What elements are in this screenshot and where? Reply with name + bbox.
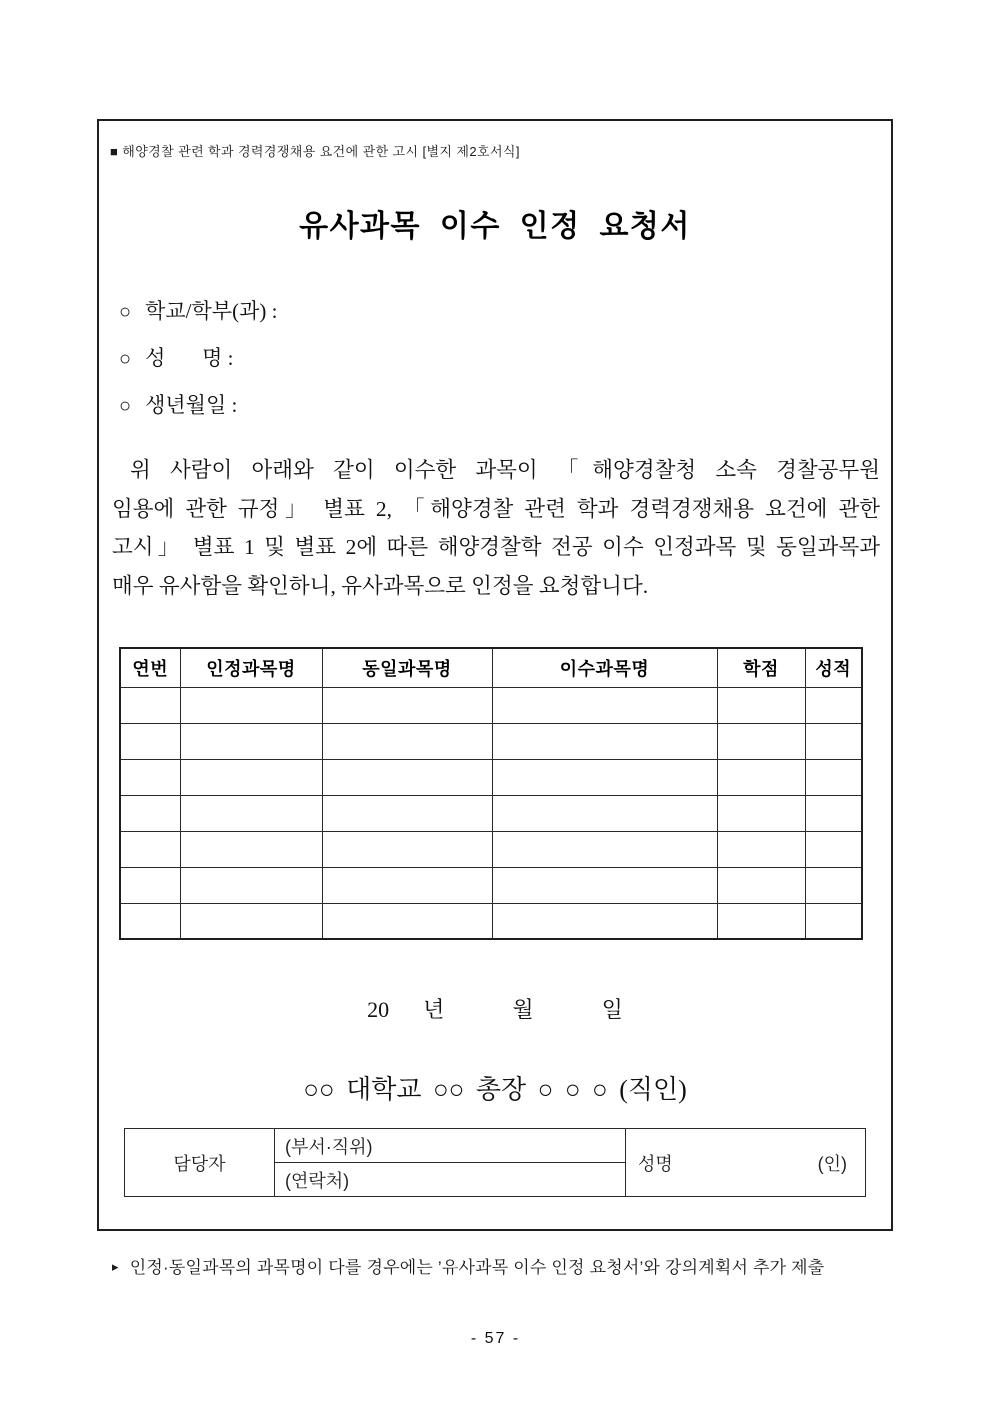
applicant-fields	[119, 297, 277, 438]
contact-name-label: 성명	[638, 1153, 673, 1174]
circle-bullet-icon: ○	[119, 348, 132, 370]
course-table-cell	[322, 867, 492, 903]
circle-bullet-icon: ○	[119, 301, 132, 323]
course-table-row	[120, 831, 862, 867]
course-table-cell	[120, 903, 180, 939]
course-table-cell	[322, 795, 492, 831]
course-table-cell	[322, 723, 492, 759]
form-border-box	[97, 119, 893, 1231]
course-table-cell	[180, 723, 322, 759]
course-table-cell	[492, 687, 717, 723]
course-table-header-cell: 이수과목명	[492, 648, 717, 687]
course-table-cell	[492, 903, 717, 939]
course-table-head-row	[120, 648, 862, 687]
course-table-cell	[120, 687, 180, 723]
course-table-cell	[492, 759, 717, 795]
field-school	[119, 297, 277, 326]
contact-table	[124, 1128, 866, 1197]
body-line: 고시」 별표 1 및 별표 2에 따른 해양경찰학 전공 이수 인정과목 및 동일과목과	[112, 535, 880, 560]
course-table-cell	[805, 759, 862, 795]
course-table-header-cell: 성적	[805, 648, 862, 687]
body-line: 위 사람이 아래와 같이 이수한 과목이 「해양경찰청 소속 경찰공무원	[130, 458, 880, 482]
course-table-row	[120, 759, 862, 795]
course-table-cell	[322, 687, 492, 723]
course-table-cell	[180, 867, 322, 903]
course-table-row	[120, 687, 862, 723]
date-year-label: 년	[423, 997, 445, 1022]
course-table-header-cell: 인정과목명	[180, 648, 322, 687]
footnote	[112, 1253, 824, 1278]
body-paragraph	[112, 451, 880, 605]
course-table-cell	[180, 687, 322, 723]
contact-role-cell: 담당자	[125, 1129, 275, 1197]
contact-name-cell	[626, 1129, 866, 1197]
signature-line: ○○ 대학교 ○○ 총장 ○ ○ ○ (직인)	[303, 1075, 687, 1104]
course-table-cell	[805, 687, 862, 723]
course-table-cell	[717, 831, 805, 867]
course-table-cell	[492, 831, 717, 867]
course-table	[119, 647, 863, 940]
course-table-body	[120, 687, 862, 939]
course-table-cell	[322, 831, 492, 867]
course-table-cell	[322, 903, 492, 939]
form-title: 유사과목 이수 인정 요청서	[299, 210, 691, 243]
course-table-cell	[717, 795, 805, 831]
field-birthdate	[119, 391, 277, 420]
course-table-cell	[805, 903, 862, 939]
course-table-cell	[180, 831, 322, 867]
course-table-cell	[120, 723, 180, 759]
page-number: - 57 -	[470, 1330, 521, 1347]
course-table-row	[120, 723, 862, 759]
course-table-cell	[120, 795, 180, 831]
body-line: 매우 유사함을 확인하니, 유사과목으로 인정을 요청합니다.	[112, 573, 649, 598]
footnote-text: 인정·동일과목의 과목명이 다를 경우에는 ’유사과목 이수 인정 요청서’와 강의계획서 추가 제출	[129, 1258, 825, 1277]
contact-seal-label: (인)	[817, 1153, 847, 1174]
course-table-cell	[805, 831, 862, 867]
date-line	[99, 993, 891, 1024]
course-table-cell	[805, 867, 862, 903]
field-school-label: 학교/학부(과) :	[145, 299, 278, 323]
course-table-cell	[180, 795, 322, 831]
date-year-prefix: 20	[367, 997, 390, 1022]
course-table-cell	[717, 759, 805, 795]
date-month-label: 월	[512, 997, 534, 1022]
contact-phone-cell: (연락처)	[275, 1163, 626, 1197]
field-name	[119, 344, 277, 373]
course-table-cell	[805, 723, 862, 759]
course-table-cell	[120, 831, 180, 867]
course-table-cell	[180, 903, 322, 939]
contact-dept-cell: (부서·직위)	[275, 1129, 626, 1163]
course-table-row	[120, 867, 862, 903]
field-birthdate-label: 생년월일 :	[145, 393, 238, 417]
course-table-cell	[492, 795, 717, 831]
course-table-row	[120, 795, 862, 831]
course-table-header-cell: 학점	[717, 648, 805, 687]
course-table-cell	[717, 903, 805, 939]
form-notice-header: ■ 해양경찰 관련 학과 경력경쟁채용 요건에 관한 고시 [별지 제2호서식]	[110, 144, 520, 159]
course-table-cell	[492, 723, 717, 759]
course-table-header-cell: 동일과목명	[322, 648, 492, 687]
course-table-cell	[717, 723, 805, 759]
course-table-cell	[120, 759, 180, 795]
body-line: 임용에 관한 규정」 별표 2, 「해양경찰 관련 학과 경력경쟁채용 요건에 관한	[112, 496, 880, 521]
course-table-header-cell: 연번	[120, 648, 180, 687]
field-name-label: 성 명 :	[145, 346, 234, 370]
date-day-label: 일	[601, 997, 623, 1022]
course-table-cell	[180, 759, 322, 795]
course-table-row	[120, 903, 862, 939]
course-table-cell	[805, 795, 862, 831]
course-table-cell	[717, 687, 805, 723]
triangle-bullet-icon: ▸	[112, 1259, 119, 1274]
course-table-cell	[717, 867, 805, 903]
course-table-cell	[322, 759, 492, 795]
course-table-cell	[120, 867, 180, 903]
contact-table-row	[125, 1129, 866, 1163]
circle-bullet-icon: ○	[119, 395, 132, 417]
course-table-cell	[492, 867, 717, 903]
